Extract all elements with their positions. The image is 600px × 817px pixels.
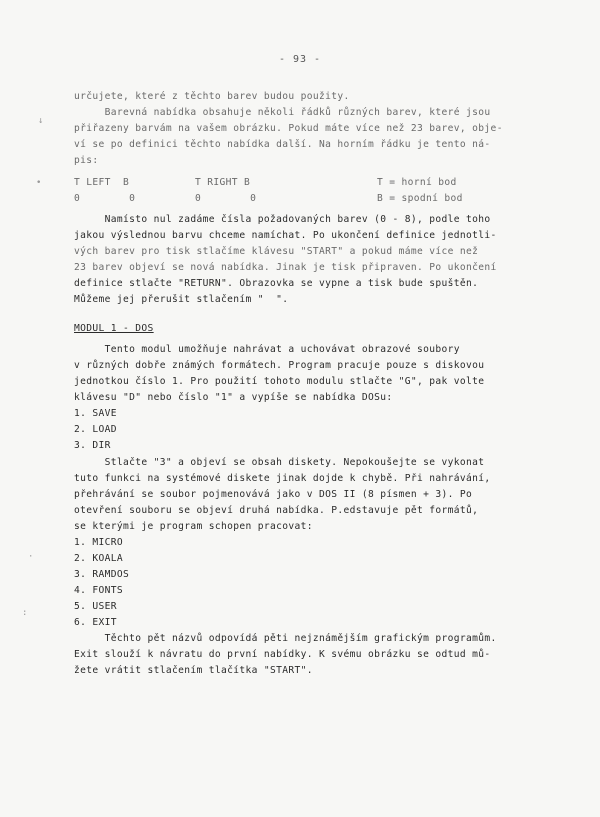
paragraph5-line: Těchto pět názvů odpovídá pěti nejznámějším grafickým programům. bbox=[74, 633, 497, 644]
paragraph2-line: vých barev pro tisk stlačíme klávesu "START" a pokud máme více než bbox=[74, 246, 479, 257]
table-cell: T RIGHT B bbox=[195, 177, 251, 188]
paragraph5-line: žete vrátit stlačením tlačítka "START". bbox=[74, 665, 313, 676]
menu-item: 5. USER bbox=[74, 601, 117, 612]
paragraph3-line: v různých dobře známých formátech. Program pracuje pouze s diskovou bbox=[74, 360, 485, 371]
margin-mark: · bbox=[28, 552, 34, 562]
paragraph2-line: 23 barev objeví se nová nabídka. Jinak je tisk připraven. Po ukončení bbox=[74, 262, 497, 273]
paragraph1-line: ví se po definici těchto nabídka další. Na horním řádku je tento ná- bbox=[74, 139, 491, 150]
paragraph4-line: přehrávání se soubor pojmenovává jako v DOS II (8 písmen + 3). Po bbox=[74, 489, 473, 500]
paragraph4-line: Stlačte "3" a objeví se obsah diskety. Nepokoušejte se vykonat bbox=[74, 457, 485, 468]
margin-mark: ↓ bbox=[38, 116, 44, 126]
paragraph2-line: definice stlačte "RETURN". Obrazovka se vypne a tisk bude spuštěn. bbox=[74, 278, 479, 289]
paragraph1-line: určujete, které z těchto barev budou použity. bbox=[74, 91, 350, 102]
section-heading: MODUL 1 - DOS bbox=[74, 323, 154, 334]
paragraph3-line: jednotkou číslo 1. Pro použití tohoto modulu stlačte "G", pak volte bbox=[74, 376, 485, 387]
paragraph2-line: jakou výslednou barvu chceme namíchat. Po ukončení definice jednotli- bbox=[74, 230, 497, 241]
paragraph4-line: otevření souboru se objeví druhá nabídka. P.edstavuje pět formátů, bbox=[74, 505, 479, 516]
page-number: - 93 - bbox=[278, 54, 322, 65]
menu-item: 3. DIR bbox=[74, 440, 111, 451]
margin-mark: : bbox=[22, 608, 28, 618]
table-cell: 0 0 bbox=[195, 193, 257, 204]
menu-item: 1. MICRO bbox=[74, 537, 124, 548]
paragraph1-line: přiřazeny barvám na vašem obrázku. Pokud máte více než 23 barev, obje- bbox=[74, 123, 503, 134]
paragraph3-line: klávesu "D" nebo číslo "1" a vypíše se nabídka DOSu: bbox=[74, 392, 393, 403]
menu-item: 3. RAMDOS bbox=[74, 569, 130, 580]
menu-item: 2. LOAD bbox=[74, 424, 117, 435]
table-cell: B = spodní bod bbox=[377, 193, 463, 204]
table-cell: 0 0 bbox=[74, 193, 136, 204]
menu-item: 2. KOALA bbox=[74, 553, 124, 564]
paragraph1-line: pis: bbox=[74, 155, 99, 166]
paragraph5-line: Exit slouží k návratu do první nabídky. K svému obrázku se odtud mů- bbox=[74, 649, 491, 660]
table-cell: T LEFT B bbox=[74, 177, 130, 188]
menu-item: 4. FONTS bbox=[74, 585, 124, 596]
menu-item: 1. SAVE bbox=[74, 408, 117, 419]
paragraph1-line: Barevná nabídka obsahuje několi řádků různých barev, které jsou bbox=[74, 107, 491, 118]
paragraph2-line: Namísto nul zadáme čísla požadovaných barev (0 - 8), podle toho bbox=[74, 214, 491, 225]
margin-mark: • bbox=[36, 178, 42, 188]
menu-item: 6. EXIT bbox=[74, 617, 117, 628]
paragraph4-line: tuto funkci na systémové diskete jinak dojde k chybě. Při nahrávání, bbox=[74, 473, 491, 484]
paragraph4-line: se kterými je program schopen pracovat: bbox=[74, 521, 313, 532]
paragraph3-line: Tento modul umožňuje nahrávat a uchovávat obrazové soubory bbox=[74, 344, 460, 355]
table-cell: T = horní bod bbox=[377, 177, 457, 188]
paragraph2-line: Můžeme jej přerušit stlačením " ". bbox=[74, 294, 289, 305]
